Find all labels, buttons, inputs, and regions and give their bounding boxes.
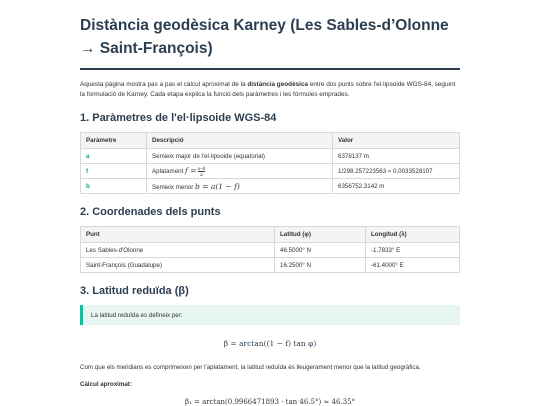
parameter-value: 6378137 m [333, 149, 460, 164]
parameter-symbol: f [81, 164, 147, 179]
intro-text-end: entre dos punts sobre l'el·lipsoide WGS-84, seguint la formulació de Karney. Cada etapa explica la funció dels paràmetres i les fórmules emprades. [80, 81, 456, 98]
explanation-paragraph: Com que els meridians es comprimeixen per l'aplatament, la latitud reduïda és lleugerament menor que la latitud geogràfica. [80, 364, 421, 371]
parameter-description [147, 179, 333, 194]
page-title: Distància geodèsica Karney (Les Sables-d’Olonne → Saint-François) [80, 14, 460, 70]
parameter-value: 1/298.257223563 ≈ 0.0033528107 [333, 164, 460, 179]
point-longitude: -1.7833° E [366, 243, 460, 258]
parameter-symbol: b [81, 179, 147, 194]
coordinates-table [80, 226, 460, 273]
reduced-latitude-equation: β = arctan((1 − f) tan φ) [223, 339, 317, 348]
table-row [81, 164, 460, 179]
point-latitude: 16.2500° N [275, 258, 366, 273]
column-header: Punt [81, 227, 275, 243]
parameter-symbol: a [81, 149, 147, 164]
parameter-description: Semieix major de l'el·lipsoide (equatorial) [147, 149, 333, 164]
point-name: Saint-François (Guadalupe) [81, 258, 275, 273]
parameter-description [147, 164, 333, 179]
definition-note [80, 305, 460, 325]
column-header: Paràmetre [81, 133, 147, 149]
table-header-row [81, 227, 460, 243]
point-latitude: 46.5000° N [275, 243, 366, 258]
section-heading-parameters: 1. Paràmetres de l'el·lipsoide WGS-84 [80, 112, 277, 124]
definition-note-text: La latitud reduïda es defineix per: [91, 311, 183, 319]
table-row [81, 243, 460, 258]
column-header: Latitud (φ) [275, 227, 366, 243]
calculation-label: Càlcul aproximat: [80, 381, 132, 388]
section-heading-coordinates: 2. Coordenades dels punts [80, 206, 221, 218]
section-heading-reduced-latitude: 3. Latitud reduïda (β) [80, 285, 189, 297]
parameter-description-text: Semieix menor [152, 183, 194, 191]
table-row [81, 179, 460, 194]
semiminor-formula: b = a(1 − f) [195, 181, 240, 191]
parameters-table [80, 132, 460, 194]
table-row [81, 149, 460, 164]
table-row [81, 258, 460, 273]
column-header: Longitud (λ) [366, 227, 460, 243]
intro-text-bold: distància geodèsica [247, 81, 309, 88]
flattening-formula: f = [185, 165, 197, 175]
parameter-description-text: Aplatament [152, 167, 184, 175]
point-longitude: -61.4000° E [366, 258, 460, 273]
table-header-row [81, 133, 460, 149]
point-name: Les Sables-d'Olonne [81, 243, 275, 258]
intro-paragraph [80, 80, 460, 100]
calculation-equation: β₁ = arctan(0.9966471893 · tan 46.5°) ≈ 46.35° [184, 398, 356, 406]
flattening-fraction: $\frac{a-b}{a}$ [197, 165, 206, 177]
parameter-value: 6356752.3142 m [333, 179, 460, 194]
column-header: Valor [333, 133, 460, 149]
column-header: Descripció [147, 133, 333, 149]
intro-text-start: Aquesta pàgina mostra pas a pas el càlcul aproximat de la [80, 81, 248, 88]
